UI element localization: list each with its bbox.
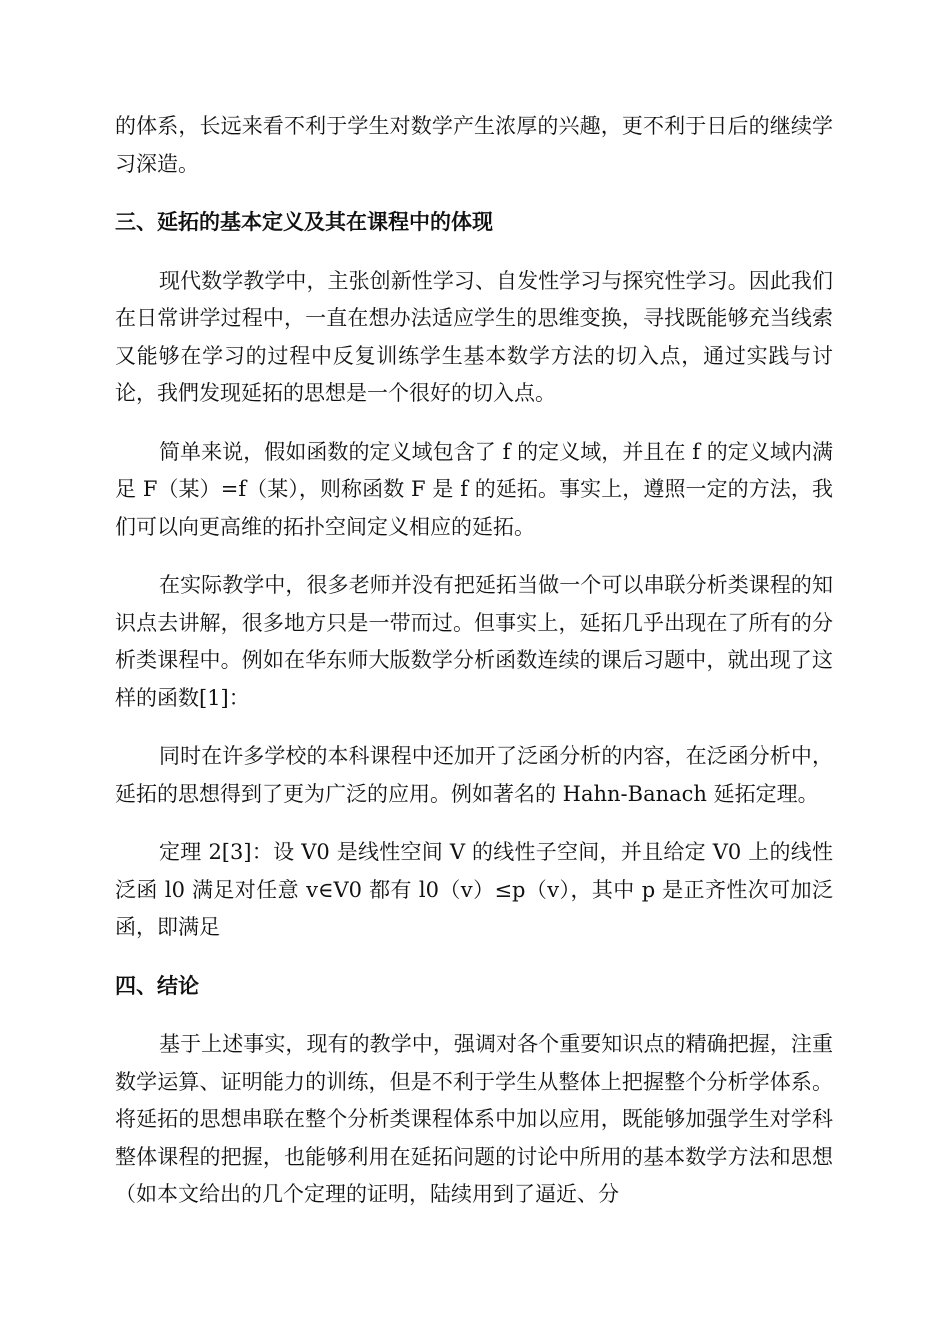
paragraph-continued: 的体系，长远来看不利于学生对数学产生浓厚的兴趣，更不利于日后的继续学习深造。	[115, 114, 833, 176]
section-heading-3: 三、延拓的基本定义及其在课程中的体现	[115, 210, 493, 234]
document-page	[115, 108, 833, 1235]
paragraph-definition: 简单来说，假如函数的定义域包含了 f 的定义域，并且在 f 的定义域内满足 F（某）=f（某），则称函数 F 是 f 的延拓。事实上，遵照一定的方法，我们可以向更高维的拓扑空间定义相应的延拓。	[115, 439, 833, 539]
section-heading-4: 四、结论	[115, 973, 199, 998]
paragraph-practical-teaching: 在实际教学中，很多老师并没有把延拓当做一个可以串联分析类课程的知识点去讲解，很多地方只是一带而过。但事实上，延拓几乎出现在了所有的分析类课程中。例如在华东师大版数学分析函数连续的课后习题中，就出现了这样的函数[1]：	[115, 573, 833, 710]
paragraph-modern-teaching: 现代数学教学中，主张创新性学习、自发性学习与探究性学习。因此我们在日常讲学过程中，一直在想办法适应学生的思维变换，寻找既能够充当线索又能够在学习的过程中反复训练学生基本数学方法的切入点，通过实践与讨论，我們发现延拓的思想是一个很好的切入点。	[115, 268, 833, 405]
paragraph-functional-analysis: 同时在许多学校的本科课程中还加开了泛函分析的内容，在泛函分析中，延拓的思想得到了更为广泛的应用。例如著名的 Hahn-Banach 延拓定理。	[115, 744, 833, 806]
paragraph-theorem-2: 定理 2[3]：设 V0 是线性空间 V 的线性子空间，并且给定 V0 上的线性泛函 l0 满足对任意 v∈V0 都有 l0（v）≤p（v），其中 p 是正齐性次可加泛函，即满足	[115, 840, 833, 939]
paragraph-conclusion: 基于上述事实，现有的教学中，强调对各个重要知识点的精确把握，注重数学运算、证明能力的训练，但是不利于学生从整体上把握整个分析学体系。将延拓的思想串联在整个分析类课程体系中加以应用，既能够加强学生对学科整体课程的把握，也能够利用在延拓问题的讨论中所用的基本数学方法和思想（如本文给出的几个定理的证明，陆续用到了逼近、分	[115, 1032, 833, 1206]
